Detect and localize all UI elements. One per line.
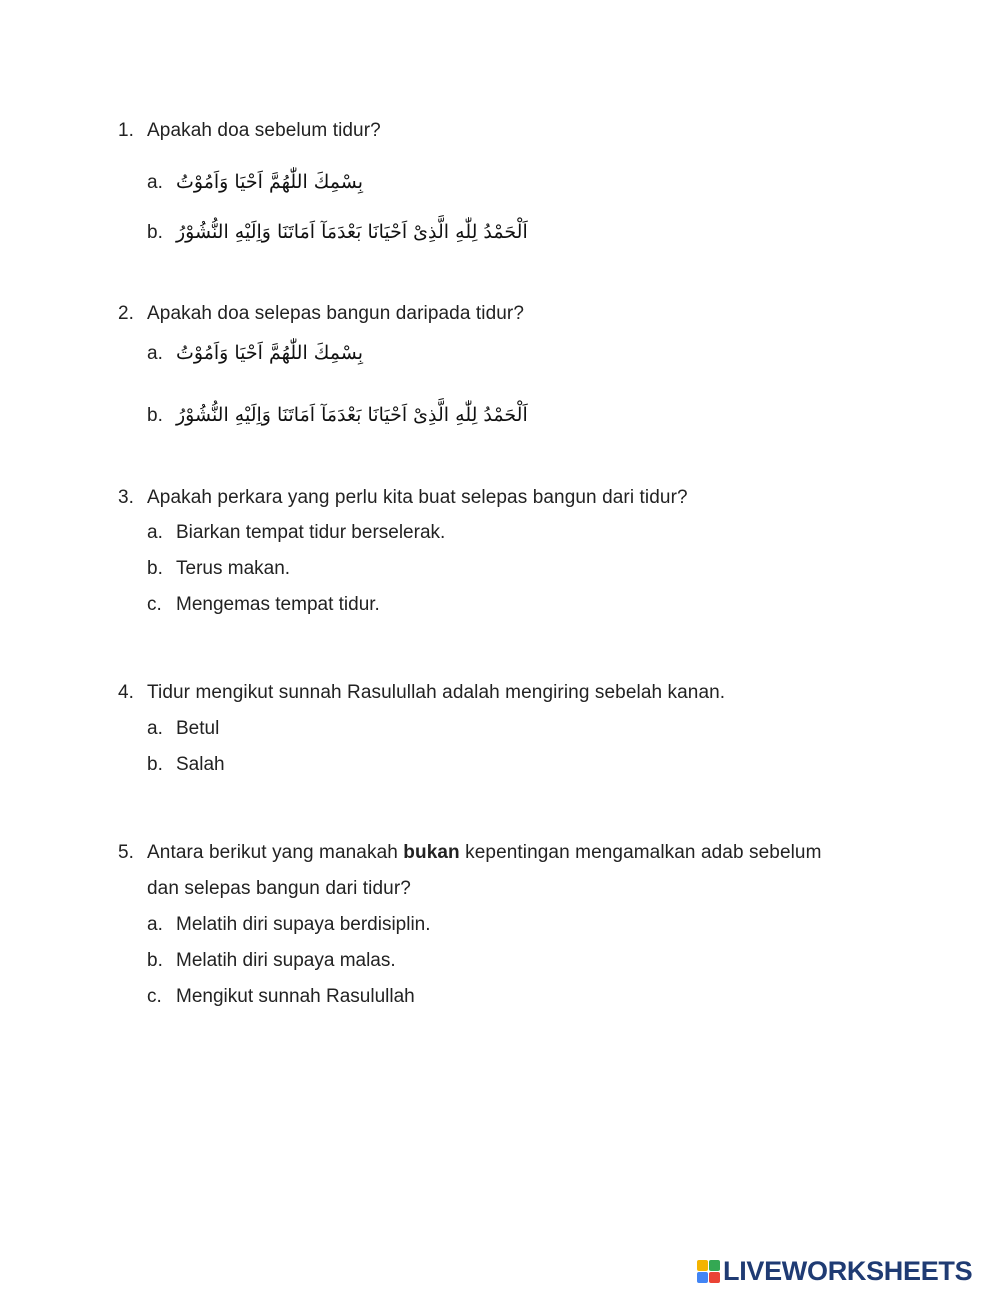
option-letter: c. <box>147 986 162 1007</box>
option-text: Melatih diri supaya berdisiplin. <box>176 914 431 935</box>
question-4-option-a[interactable] <box>147 717 219 741</box>
question-4 <box>118 681 725 705</box>
question-number: 3. <box>118 487 135 508</box>
question-text: Apakah doa selepas bangun daripada tidur? <box>147 303 525 324</box>
question-2 <box>118 302 524 326</box>
option-letter: a. <box>147 718 163 739</box>
question-5-option-a[interactable] <box>147 913 431 937</box>
logo-mark-tile-l <box>697 1260 708 1271</box>
logo-mark-tile-i <box>709 1260 720 1271</box>
question-2-option-b[interactable] <box>147 403 528 428</box>
option-letter: b. <box>147 222 163 243</box>
option-letter: a. <box>147 914 163 935</box>
question-1 <box>118 119 381 143</box>
question-number: 2. <box>118 303 135 324</box>
question-3 <box>118 486 688 510</box>
option-letter: c. <box>147 594 162 615</box>
option-letter: b. <box>147 754 163 775</box>
option-letter: b. <box>147 405 163 426</box>
option-arabic-text: اَلْحَمْدُ لِلّٰهِ الَّذِىْ اَحْيَانَا بَعْدَمَآ اَمَاتَنَا وَاِلَيْهِ النُّشُوْرُ <box>176 221 528 243</box>
question-number: 1. <box>118 120 135 141</box>
question-text: Apakah perkara yang perlu kita buat selepas bangun dari tidur? <box>147 487 688 508</box>
option-arabic-text: بِسْمِكَ اللّٰهُمَّ اَحْيَا وَاَمُوْتُ <box>176 342 363 364</box>
question-text-emphasis: bukan <box>403 842 460 863</box>
question-2-option-a[interactable] <box>147 341 363 366</box>
question-3-option-b[interactable] <box>147 557 290 581</box>
question-1-option-a[interactable] <box>147 170 363 195</box>
liveworksheets-logo <box>697 1256 972 1286</box>
option-text: Mengikut sunnah Rasulullah <box>176 986 415 1007</box>
question-5-option-b[interactable] <box>147 949 396 973</box>
logo-text: LIVEWORKSHEETS <box>723 1255 973 1286</box>
question-text-before: Antara berikut yang manakah <box>147 842 404 863</box>
question-text-after: kepentingan mengamalkan adab sebelum dan selepas bangun dari tidur? <box>147 842 822 899</box>
question-5-option-c[interactable] <box>147 985 415 1009</box>
question-1-option-b[interactable] <box>147 220 528 245</box>
question-3-option-a[interactable] <box>147 521 445 545</box>
question-text: Apakah doa sebelum tidur? <box>147 120 381 141</box>
logo-mark-tile-v <box>697 1272 708 1283</box>
option-letter: a. <box>147 343 163 364</box>
question-4-option-b[interactable] <box>147 753 225 777</box>
question-number: 4. <box>118 682 135 703</box>
question-text <box>147 835 838 907</box>
option-arabic-text: اَلْحَمْدُ لِلّٰهِ الَّذِىْ اَحْيَانَا بَعْدَمَآ اَمَاتَنَا وَاِلَيْهِ النُّشُوْرُ <box>176 404 528 426</box>
question-text: Tidur mengikut sunnah Rasulullah adalah mengiring sebelah kanan. <box>147 682 726 703</box>
option-letter: a. <box>147 172 163 193</box>
option-text: Biarkan tempat tidur berselerak. <box>176 522 446 543</box>
option-text: Betul <box>176 718 220 739</box>
question-number: 5. <box>118 842 135 863</box>
option-text: Mengemas tempat tidur. <box>176 594 380 615</box>
question-5 <box>118 835 838 907</box>
option-letter: b. <box>147 558 163 579</box>
logo-mark-tile-e <box>709 1272 720 1283</box>
option-arabic-text: بِسْمِكَ اللّٰهُمَّ اَحْيَا وَاَمُوْتُ <box>176 171 363 193</box>
option-text: Salah <box>176 754 225 775</box>
question-3-option-c[interactable] <box>147 593 380 617</box>
logo-mark-icon <box>697 1260 720 1283</box>
option-letter: b. <box>147 950 163 971</box>
option-text: Melatih diri supaya malas. <box>176 950 396 971</box>
option-text: Terus makan. <box>176 558 291 579</box>
option-letter: a. <box>147 522 163 543</box>
